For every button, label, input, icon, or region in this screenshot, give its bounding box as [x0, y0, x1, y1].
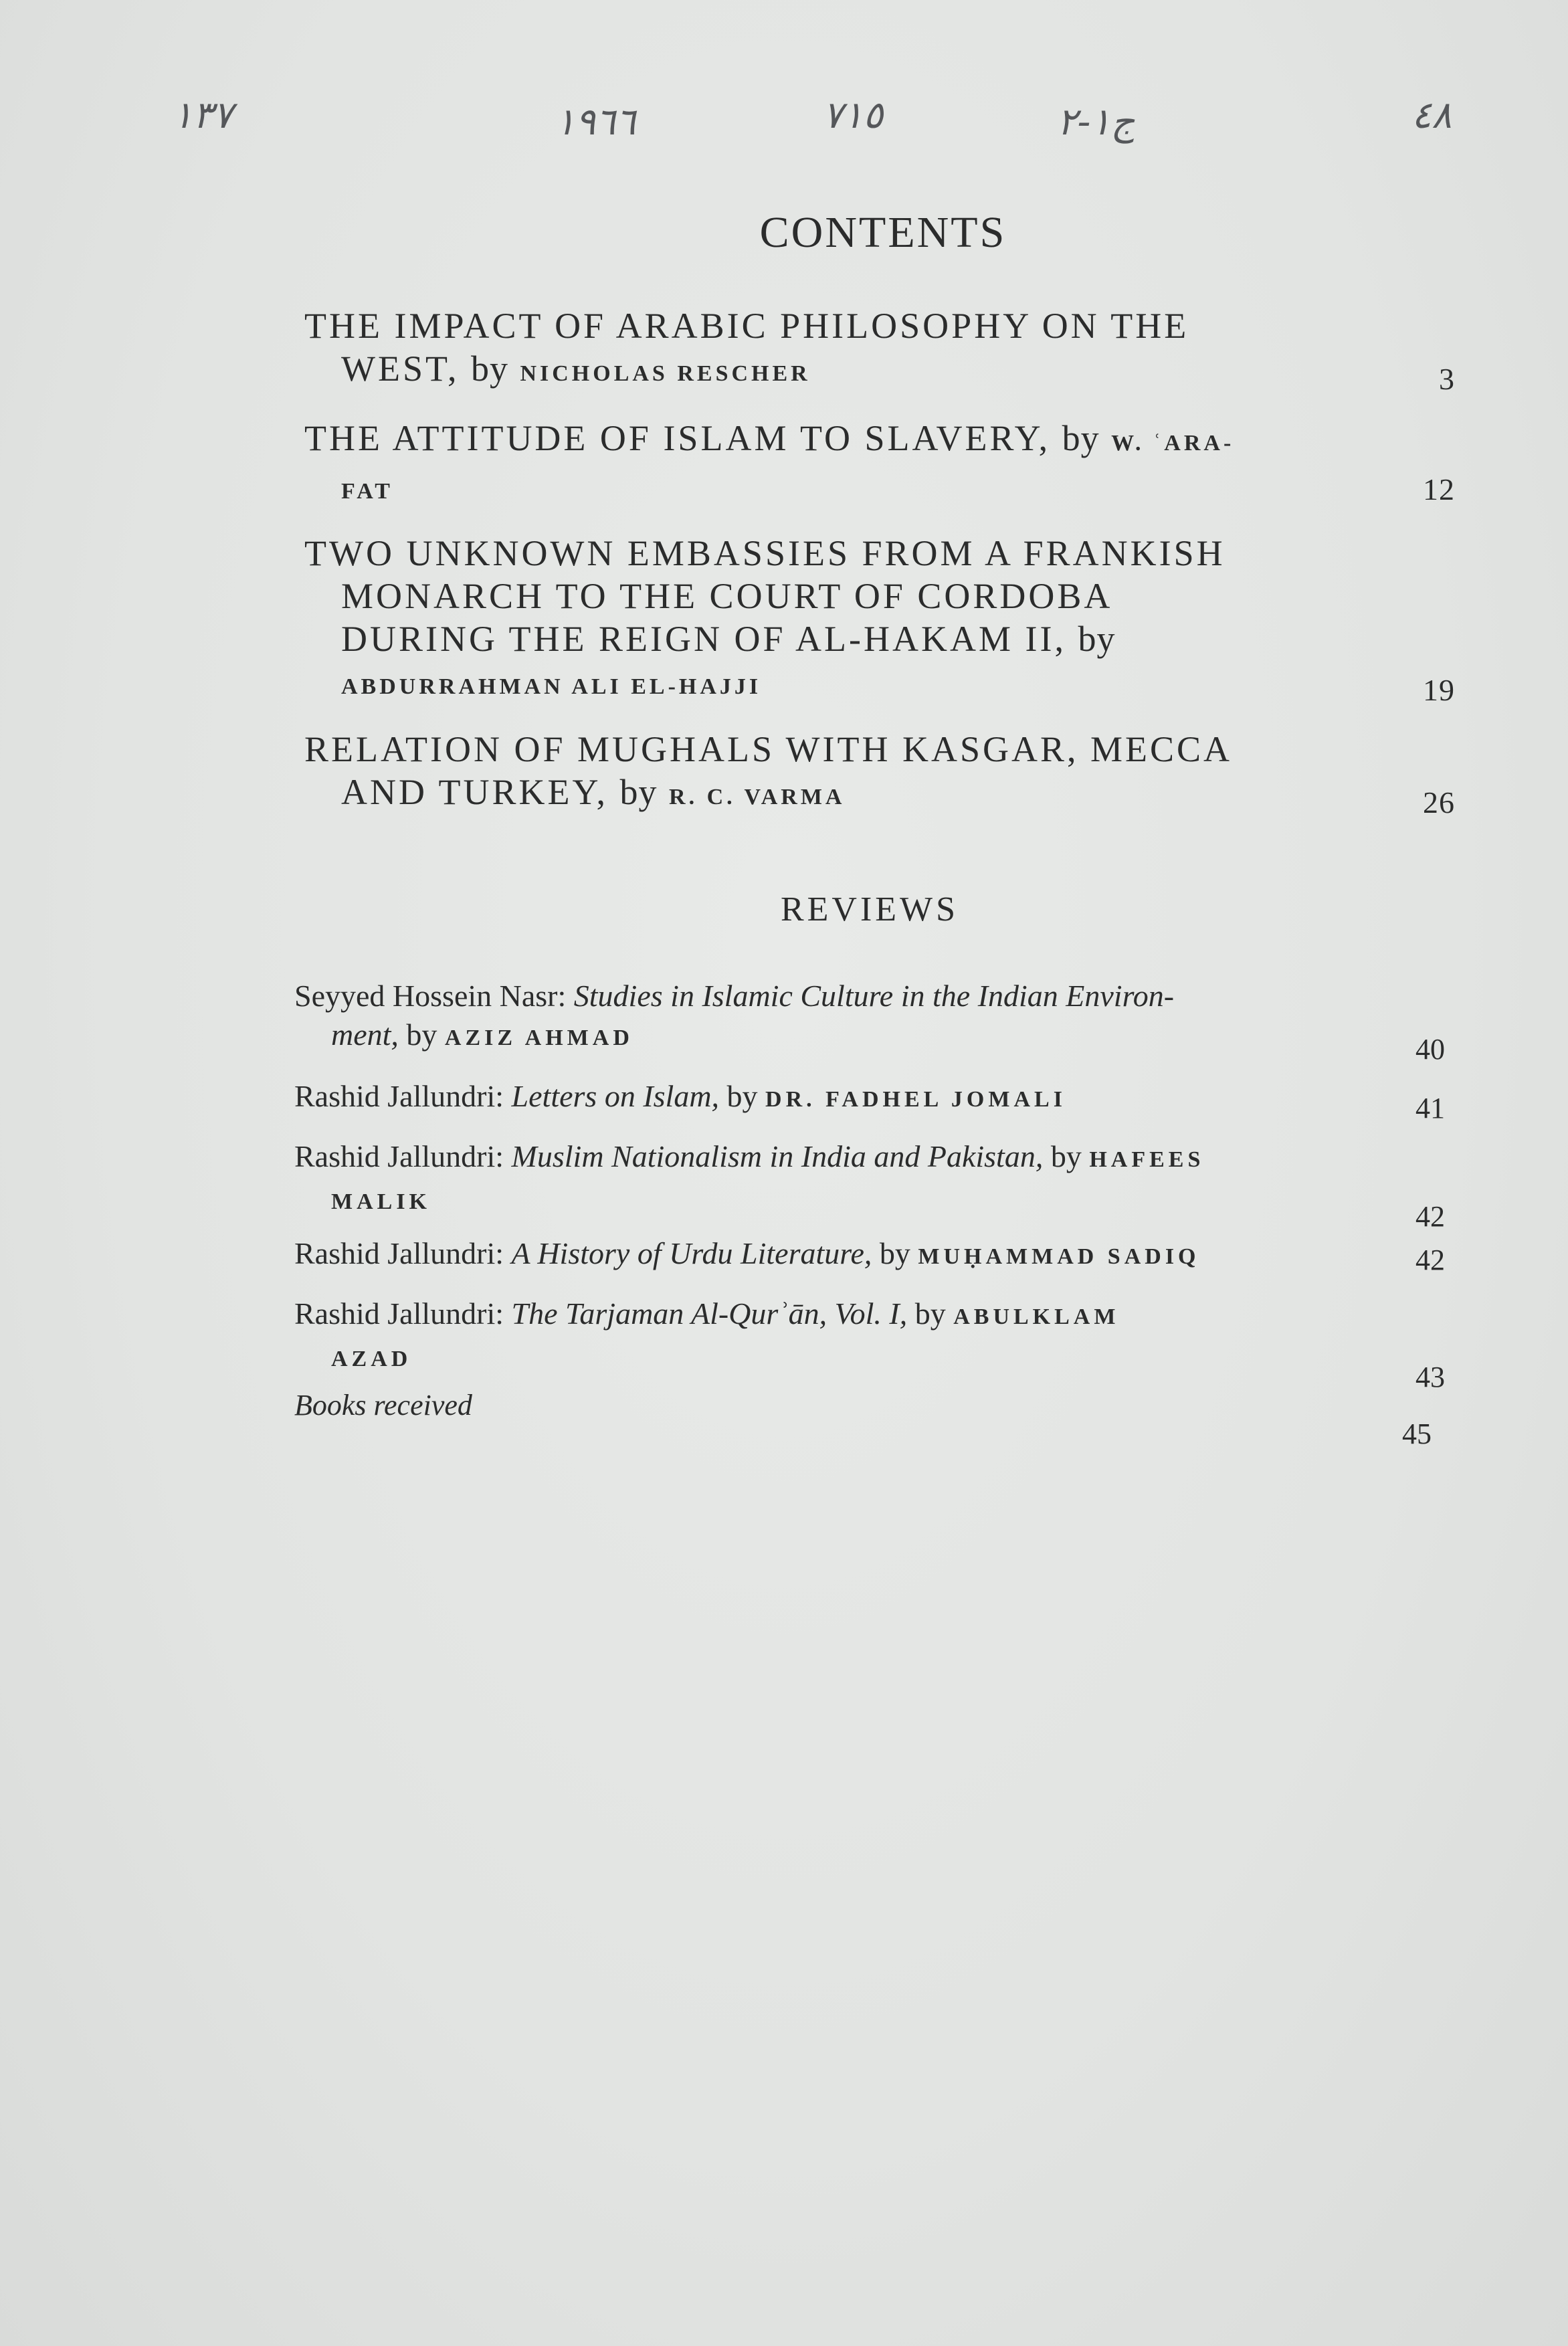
review-author: MALIK [331, 1189, 431, 1214]
entry-author: W. ʿARA- [1111, 431, 1235, 456]
books-received-page-number: 45 [1402, 1418, 1432, 1450]
review-line [294, 1337, 1351, 1379]
entry-by: by [619, 772, 658, 812]
review-line [294, 1077, 1351, 1119]
entry-title-line [304, 660, 1358, 708]
review-book-title: The Tarjaman Al-Qurʾān, Vol. I, [511, 1296, 908, 1331]
entry-title-line: THE IMPACT OF ARABIC PHILOSOPHY ON THE [304, 306, 1189, 346]
review-line [294, 1234, 1351, 1276]
entry-by: by [1062, 418, 1100, 458]
toc-entry [304, 728, 1455, 819]
toc-entry [304, 532, 1455, 708]
toc-entry [304, 304, 1455, 396]
review-by: by [879, 1236, 910, 1270]
reviews-title: REVIEWS [780, 890, 959, 928]
review-reviewer: Rashid Jallundri: [294, 1296, 504, 1331]
review-page-number: 41 [1415, 1092, 1445, 1125]
review-author: AZAD [331, 1347, 412, 1371]
entry-title-line [304, 347, 1358, 395]
review-line [294, 1294, 1351, 1337]
entry-title-line: RELATION OF MUGHALS WITH KASGAR, MECCA [304, 729, 1233, 769]
entry-page-number: 3 [1439, 362, 1455, 396]
review-line [294, 1179, 1351, 1221]
review-reviewer: Seyyed Hossein Nasr: [294, 979, 567, 1013]
handwritten-code: ٤٨ [1411, 94, 1452, 137]
books-received-label: Books received [294, 1389, 472, 1422]
review-by: by [914, 1296, 946, 1331]
review-by: by [1050, 1139, 1082, 1173]
entry-title-line [304, 465, 1358, 513]
entry-title-line: TWO UNKNOWN EMBASSIES FROM A FRANKISH [304, 533, 1226, 573]
review-page-number: 42 [1415, 1200, 1445, 1233]
entry-author: FAT [341, 479, 393, 504]
review-page-number: 40 [1415, 1033, 1445, 1066]
review-book-title: Letters on Islam, [511, 1079, 720, 1113]
entry-author: NICHOLAS RESCHER [520, 361, 811, 386]
review-entry [294, 977, 1445, 1066]
handwritten-mark: ١٣٧ [173, 94, 233, 137]
entry-title-line [304, 617, 1358, 660]
review-line [294, 977, 1351, 1015]
review-book-title: Muslim Nationalism in India and Pakistan, [511, 1139, 1044, 1173]
entry-page-number: 26 [1423, 785, 1455, 819]
entry-title-part: WEST, [341, 349, 460, 389]
review-line [294, 1137, 1351, 1179]
entry-by: by [470, 349, 508, 389]
entry-title-part: AND TURKEY, [341, 772, 609, 812]
review-by: by [406, 1017, 437, 1052]
review-reviewer: Rashid Jallundri: [294, 1139, 504, 1173]
entry-title-line [304, 417, 1358, 465]
handwritten-year: ١٩٦٦ [555, 100, 636, 144]
review-entry [294, 1234, 1445, 1276]
review-entry [294, 1077, 1445, 1125]
toc-entry [304, 417, 1455, 513]
contents-title: CONTENTS [759, 208, 1007, 257]
review-entry [294, 1294, 1445, 1393]
review-book-title: Studies in Islamic Culture in the Indian Environ- [573, 979, 1175, 1013]
entry-title-line: MONARCH TO THE COURT OF CORDOBA [341, 576, 1113, 616]
review-reviewer: Rashid Jallundri: [294, 1236, 504, 1270]
review-book-title: ment, [331, 1017, 399, 1052]
handwritten-issue: ج١-٢ [1057, 100, 1135, 144]
handwritten-volume: ٧١٥ [823, 94, 884, 137]
review-author: DR. FADHEL JOMALI [765, 1087, 1066, 1112]
entry-page-number: 19 [1423, 673, 1455, 707]
review-author: HAFEES [1089, 1147, 1205, 1172]
review-author: MUḤAMMAD SADIQ [918, 1244, 1200, 1269]
review-reviewer: Rashid Jallundri: [294, 1079, 504, 1113]
entry-page-number: 12 [1423, 472, 1455, 506]
entry-by: by [1078, 619, 1116, 659]
entry-author: ABDURRAHMAN ALI EL-HAJJI [341, 674, 762, 699]
entry-author: R. C. VARMA [669, 785, 846, 809]
entry-title-part: DURING THE REIGN OF AL-HAKAM II, [341, 619, 1066, 659]
review-author: ABULKLAM [953, 1304, 1120, 1329]
review-page-number: 42 [1415, 1244, 1445, 1276]
entry-title-line [304, 771, 1358, 819]
review-page-number: 43 [1415, 1361, 1445, 1393]
review-line [294, 1015, 1351, 1058]
entry-title-part: THE ATTITUDE OF ISLAM TO SLAVERY, [304, 418, 1051, 458]
review-entry [294, 1137, 1445, 1233]
review-by: by [726, 1079, 758, 1113]
review-book-title: A History of Urdu Literature, [511, 1236, 872, 1270]
review-author: AZIZ AHMAD [444, 1025, 633, 1050]
